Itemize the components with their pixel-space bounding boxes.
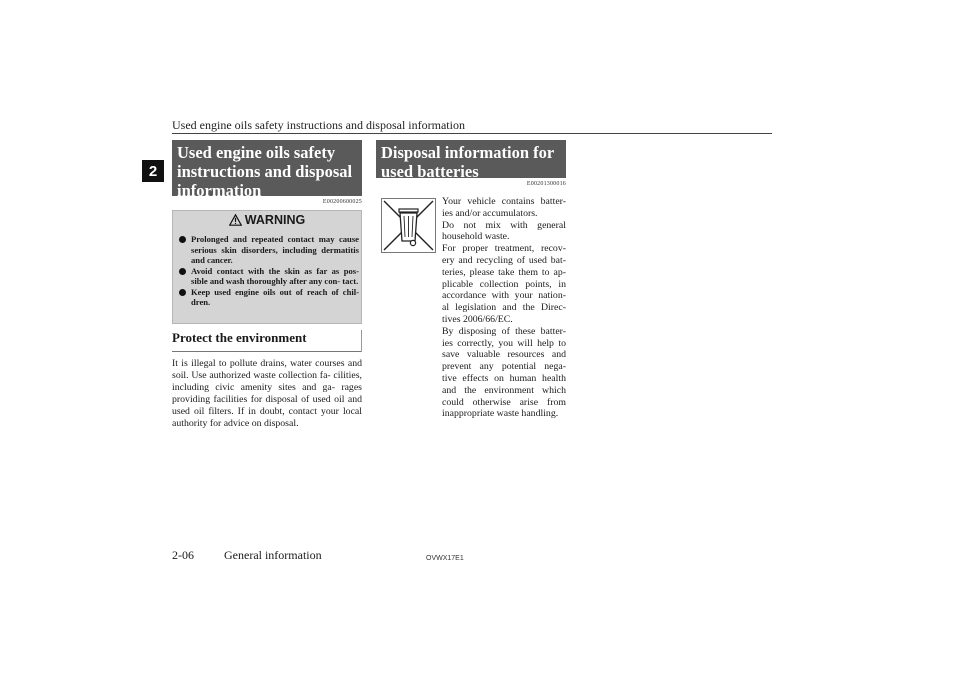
section-title-oils: Used engine oils safety instructions and disposal information <box>172 140 362 196</box>
section-title-batteries: Disposal information for used batteries <box>376 140 566 178</box>
warning-box <box>172 210 362 324</box>
battery-disposal-text <box>442 196 566 420</box>
page-number: 2-06 <box>172 548 194 562</box>
running-header: Used engine oils safety instructions and disposal information <box>172 118 465 132</box>
warning-label: WARNING <box>244 213 306 227</box>
paragraph: Your vehicle contains batter- ies and/or accumulators. <box>442 196 566 219</box>
section-code-batteries: E00201300016 <box>526 181 566 187</box>
warning-triangle-icon <box>229 214 242 226</box>
paragraph: Do not mix with general household waste. <box>442 219 566 243</box>
crossed-out-wheelie-bin-icon <box>381 198 436 253</box>
heading-accent-bar <box>361 330 362 352</box>
environment-text: It is illegal to pollute drains, water courses and soil. Use authorized waste collection fa- cilities, including civic amenity sites and ga- rages providing facilities for disposal of used oil and used oil filters. If in doubt, contact your local authority for advice on disposal. <box>172 358 362 429</box>
document-code: OVWX17E1 <box>426 555 464 562</box>
chapter-tab: 2 <box>142 160 164 182</box>
warning-item: Avoid contact with the skin as far as pos- sible and wash thoroughly after any con- tact. <box>179 266 359 287</box>
section-code-oils: E00200600025 <box>322 199 362 205</box>
warning-item: Keep used engine oils out of reach of chil- dren. <box>179 287 359 308</box>
environment-heading: Protect the environment <box>172 330 362 352</box>
warning-header <box>173 213 361 227</box>
warning-item: Prolonged and repeated contact may cause serious skin disorders, including dermatitis and cancer. <box>179 234 359 266</box>
paragraph: By disposing of these batter- ies correctly, you will help to save valuable resources and prevent any potential nega- tive effects on human health and the environment which could otherwise arise from inappropriate waste handling. <box>442 325 566 420</box>
header-rule <box>172 133 772 134</box>
paragraph: For proper treatment, recov- ery and recycling of used bat- teries, please take them to ap- plicable collection points, in accordance with your nation- al legislation and the Direc- tives 2006/66/EC. <box>442 243 566 325</box>
warning-list <box>179 234 359 308</box>
footer-section-name: General information <box>224 548 322 562</box>
